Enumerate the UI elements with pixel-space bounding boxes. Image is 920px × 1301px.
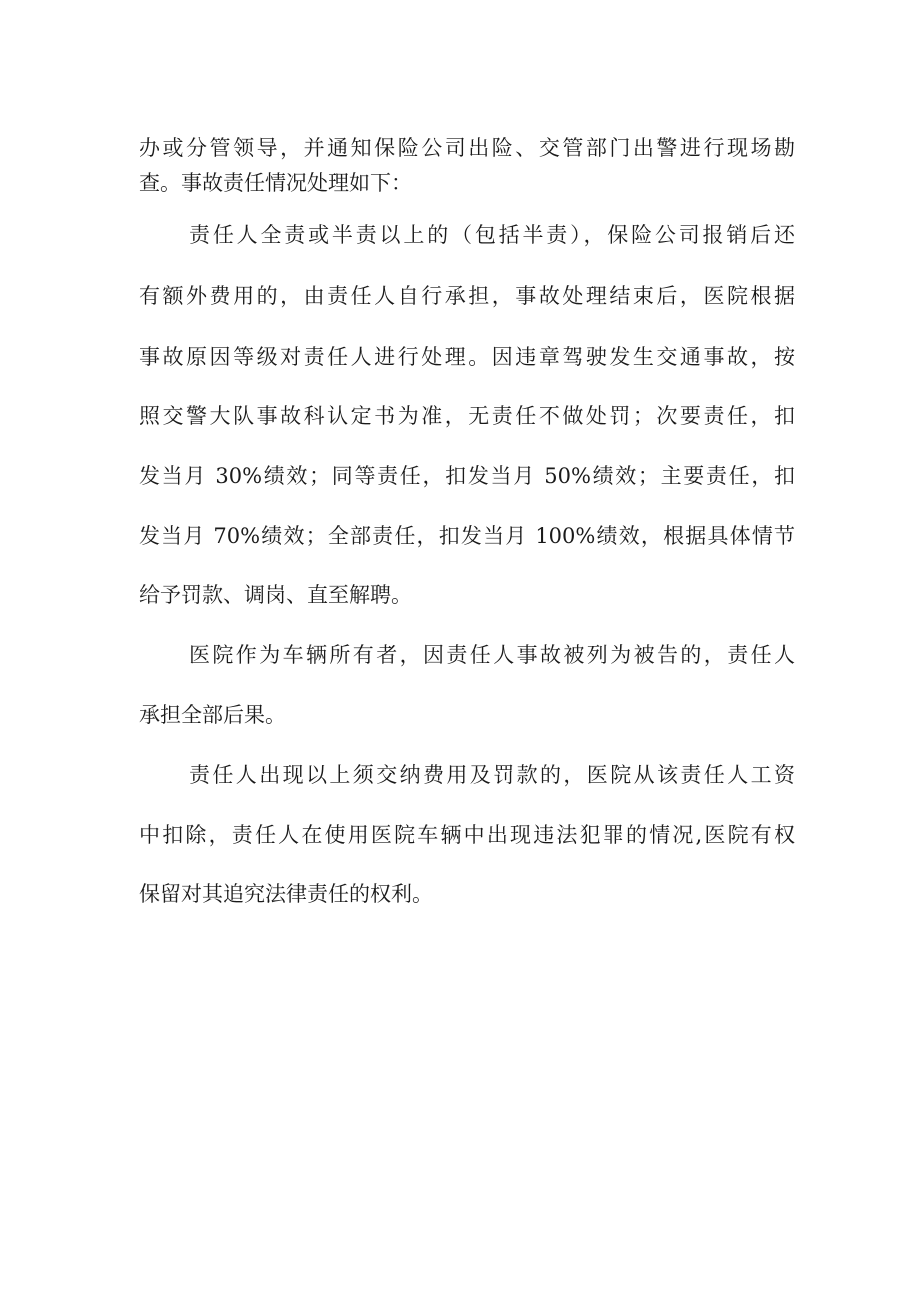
text-line: 事故原因等级对责任人进行处理。因违章驾驶发生交通事故，按	[139, 345, 795, 369]
text-line: 办或分管领导，并通知保险公司出险、交管部门出警进行现场勘	[139, 136, 795, 160]
paragraph-line: 医院作为车辆所有者，因责任人事故被列为被告的，责任人	[189, 643, 795, 667]
text-line: 查。事故责任情况处理如下：	[139, 171, 412, 195]
text-line: 给予罚款、调岗、直至解聘。	[139, 583, 412, 607]
text-line: 有额外费用的，由责任人自行承担，事故处理结束后，医院根据	[139, 284, 795, 308]
paragraph-line: 责任人全责或半责以上的（包括半责），保险公司报销后还	[189, 223, 795, 247]
text-line: 发当月 70%绩效；全部责任，扣发当月 100%绩效，根据具体情节	[139, 524, 795, 548]
paragraph-line: 责任人出现以上须交纳费用及罚款的，医院从该责任人工资	[189, 763, 795, 787]
text-line: 保留对其追究法律责任的权利。	[139, 882, 433, 906]
text-line: 中扣除，责任人在使用医院车辆中出现违法犯罪的情况,医院有权	[139, 823, 795, 847]
text-line: 发当月 30%绩效；同等责任，扣发当月 50%绩效；主要责任，扣	[139, 464, 795, 488]
text-line: 照交警大队事故科认定书为准，无责任不做处罚；次要责任，扣	[139, 404, 795, 428]
text-line: 承担全部后果。	[139, 703, 286, 727]
